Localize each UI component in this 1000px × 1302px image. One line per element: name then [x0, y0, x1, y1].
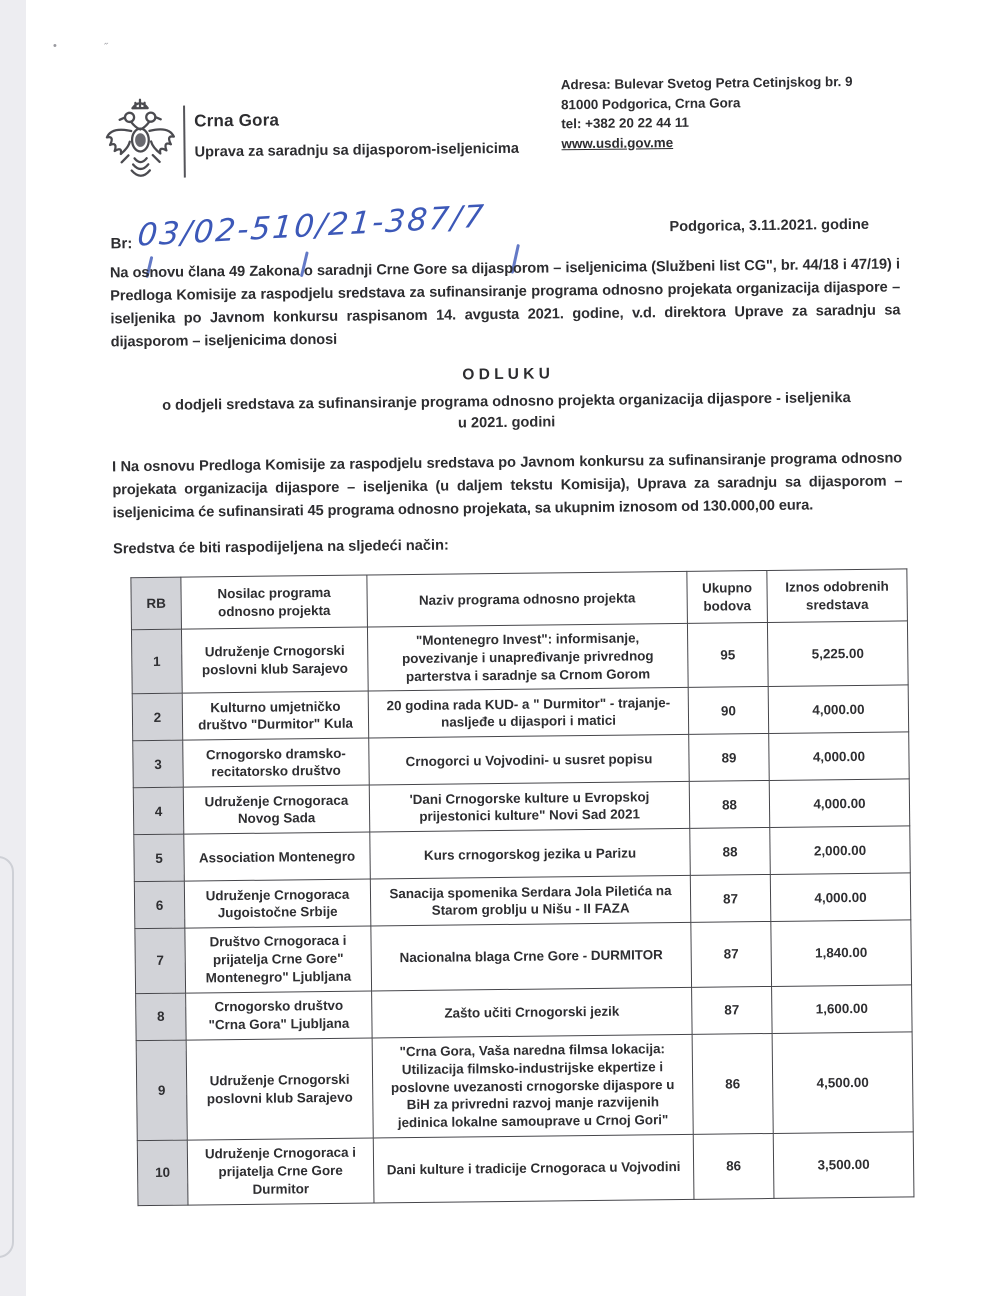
body-paragraph: I Na osnovu Predloga Komisije za raspodjelu sredstava po Javnom konkursu za sufinansiranje programa odnosno projekata organizacija dijaspore – iseljenika (u daljem tekstu Komisija), Uprava za saradnju sa dijasporom – iseljenicima će sufinansirati 45 programa odnosno projekata, sa ukupnim iznosom od 130.000,00 eura. — [112, 450, 903, 522]
place-and-date: Podgorica, 3.11.2021. godine — [669, 216, 870, 236]
cell-rb: 6 — [134, 882, 185, 930]
table-row — [136, 1032, 913, 1141]
cell-bodovi: 88 — [689, 781, 770, 829]
table-intro-line: Sredstva će biti raspodijeljena na sljedeći način: — [112, 537, 449, 558]
cell-bodovi: 87 — [691, 922, 772, 987]
cell-naziv: Kurs crnogorskog jezika u Parizu — [370, 829, 691, 880]
scan-speck: • — [53, 40, 57, 52]
cell-iznos: 4,000.00 — [770, 873, 911, 922]
header-iznos: Iznos odobrenih sredstava — [767, 569, 908, 623]
header-naziv: Naziv programa odnosno projekta — [367, 571, 688, 627]
cell-nosilac: Udruženje Crnogoraca Novog Sada — [183, 785, 370, 834]
cell-iznos: 1,600.00 — [772, 985, 913, 1034]
cell-iznos: 1,840.00 — [771, 920, 912, 986]
cell-rb: 1 — [131, 629, 182, 694]
cell-bodovi: 88 — [690, 828, 771, 876]
cell-nosilac: Crnogorsko društvo "Crna Gora" Ljubljana — [186, 991, 373, 1040]
address-line: tel: +382 20 22 44 11 — [561, 114, 690, 132]
intro-paragraph: Na osnovu člana 49 Zakona o saradnji Crne Gore sa dijasporom – iseljenicima (Službeni list CG", br. 44/18 i 47/19) i Predloga Komisije za raspodjelu sredstava za sufinansiranje programa odnosno projekata organizacija dijaspore – iseljenika po Javnom konkursu raspisanom 14. avgusta 2021. godine, v.d. direktora Uprave za saradnju sa dijasporom – iseljenicima donosi — [109, 256, 901, 351]
cell-nosilac: Kulturno umjetničko društvo "Durmitor" Kula — [182, 691, 369, 740]
cell-rb: 4 — [133, 788, 184, 836]
scan-speck: ˝ — [104, 42, 108, 54]
cell-nosilac: Udruženje Crnogoraca Jugoistočne Srbije — [184, 879, 371, 928]
table-row — [135, 920, 912, 993]
cell-rb: 8 — [136, 993, 187, 1041]
cell-iznos: 4,500.00 — [772, 1032, 913, 1134]
table-row — [131, 621, 908, 694]
cell-bodovi: 87 — [690, 875, 771, 923]
decision-subtitle-year: u 2021. godini — [457, 414, 556, 432]
cell-naziv: Nacionalna blaga Crne Gore - DURMITOR — [371, 923, 692, 991]
cell-rb: 2 — [132, 694, 183, 742]
cell-nosilac: Udruženje Crnogorski poslovni klub Sarajevo — [181, 627, 368, 694]
allocation-table — [130, 568, 914, 1205]
header-rb: RB — [131, 577, 182, 630]
cell-rb: 9 — [136, 1040, 187, 1141]
cell-iznos: 2,000.00 — [770, 826, 911, 875]
header-bodovi: Ukupno bodova — [687, 570, 768, 623]
cell-nosilac: Udruženje Crnogoraca i prijatelja Crne Gore Durmitor — [187, 1138, 374, 1205]
cell-naziv: 'Dani Crnogorske kulture u Evropskoj prijestonici kulture" Novi Sad 2021 — [369, 782, 690, 833]
decision-title: O D L U K U — [462, 365, 550, 384]
cell-rb: 7 — [135, 929, 186, 994]
cell-bodovi: 95 — [687, 622, 768, 687]
cell-rb: 10 — [137, 1140, 188, 1205]
cell-naziv: Zašto učiti Crnogorski jezik — [372, 987, 693, 1038]
cell-naziv: Sanacija spomenika Serdara Jola Piletića na Starom groblju u Nišu - II FAZA — [370, 876, 691, 927]
cell-nosilac: Association Montenegro — [184, 832, 371, 881]
cell-bodovi: 90 — [688, 687, 769, 735]
cell-iznos: 3,500.00 — [773, 1132, 914, 1198]
address-line: 81000 Podgorica, Crna Gora — [560, 94, 741, 112]
address-line: Adresa: Bulevar Svetog Petra Cetinjskog br. 9 — [560, 73, 853, 93]
address-block — [561, 72, 854, 153]
cell-rb: 5 — [134, 835, 185, 883]
letterhead-divider — [183, 106, 186, 178]
website-link: www.usdi.gov.me — [561, 134, 674, 151]
org-name: Crna Gora — [194, 110, 280, 131]
decision-subtitle: o dodjeli sredstava za sufinansiranje programa odnosno projekta organizacija dijaspore - iseljenika — [162, 390, 851, 414]
cell-bodovi: 86 — [692, 1033, 773, 1134]
cell-naziv: 20 godina rada KUD- a " Durmitor" - trajanje-nasljeđe u dijaspori i matici — [368, 688, 689, 739]
cell-naziv: Dani kulture i tradicije Crnogoraca u Vojvodini — [373, 1134, 694, 1202]
cell-iznos: 4,000.00 — [768, 685, 909, 734]
montenegro-coat-of-arms-icon — [102, 97, 179, 184]
cell-rb: 3 — [133, 741, 184, 789]
handwritten-reference-number: 03/02-510/21-387/7 — [136, 198, 487, 254]
cell-bodovi: 87 — [692, 986, 773, 1034]
table-header-row — [131, 569, 908, 630]
cell-naziv: Crnogorci u Vojvodini- u susret popisu — [369, 735, 690, 786]
cell-bodovi: 89 — [689, 734, 770, 782]
org-department: Uprava za saradnju sa dijasporom-iseljenicima — [194, 140, 520, 161]
cell-iznos: 4,000.00 — [769, 779, 910, 828]
reference-number-label: Br: — [110, 235, 133, 253]
cell-iznos: 5,225.00 — [767, 621, 908, 687]
cell-nosilac: Društvo Crnogoraca i prijatelja Crne Gore" Montenegro" Ljubljana — [185, 926, 372, 993]
cell-nosilac: Crnogorsko dramsko-recitatorsko društvo — [183, 738, 370, 787]
table-row — [137, 1132, 914, 1205]
cell-naziv: "Montenegro Invest": informisanje, povezivanje i unapređivanje privrednog parterstva i saradnje sa Crnom Gorom — [367, 623, 688, 691]
header-nosilac: Nosilac programa odnosno projekta — [181, 575, 368, 629]
cell-naziv: "Crna Gora, Vaša naredna filmsa lokacija: Utilizacija filmsko-industrijske ekpertize i poslovne uvezanosti crnogorske dijaspore u BiH za privredni razvoj manje razvijenih jedinica lokalne samouprave u Crnoj Gori" — [372, 1034, 693, 1138]
cell-nosilac: Udruženje Crnogorski poslovni klub Sarajevo — [186, 1038, 373, 1140]
cell-iznos: 4,000.00 — [769, 732, 910, 781]
cell-bodovi: 86 — [693, 1134, 774, 1199]
